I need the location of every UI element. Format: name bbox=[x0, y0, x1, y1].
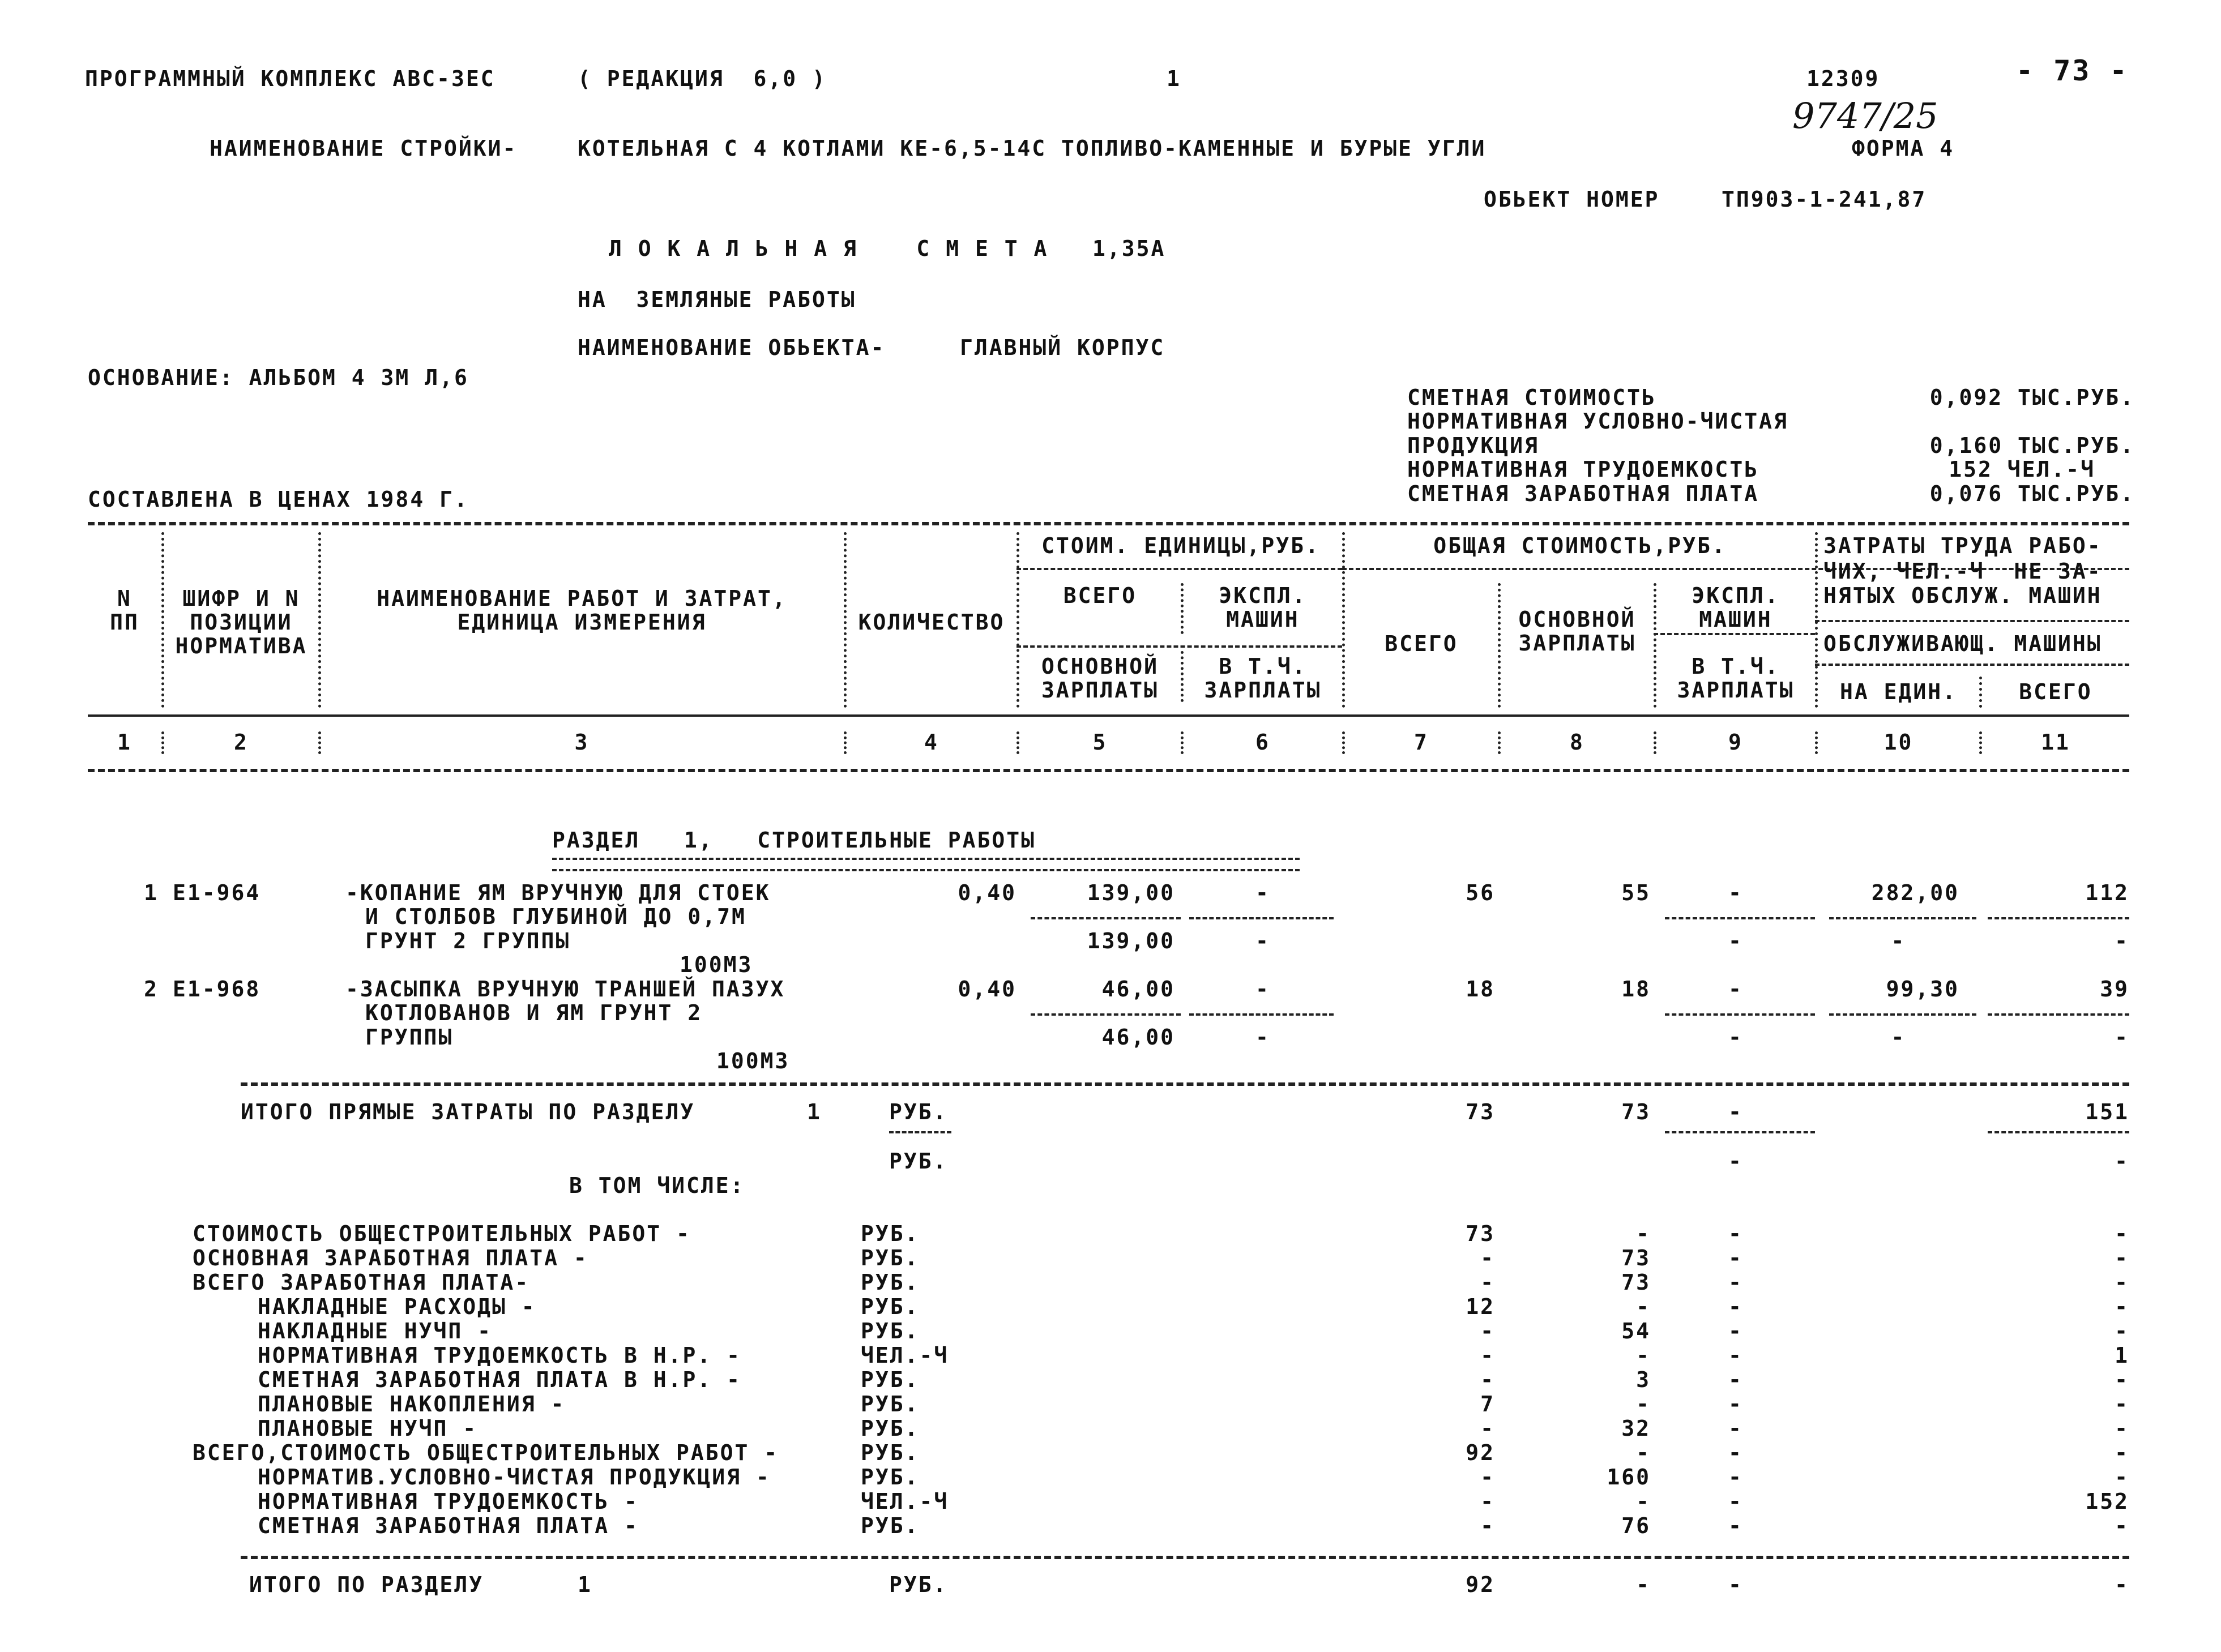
breakdown-unit: РУБ. bbox=[861, 1294, 920, 1319]
col-number: 2 bbox=[234, 730, 249, 755]
col-number: 6 bbox=[1255, 730, 1270, 755]
breakdown-c7: 7 bbox=[1480, 1392, 1495, 1416]
col-header-machine-wage: В Т.Ч. bbox=[1692, 654, 1780, 679]
summary-label: СМЕТНАЯ СТОИМОСТЬ bbox=[1407, 385, 1656, 410]
col-header-base-wage: ЗАРПЛАТЫ bbox=[1518, 631, 1636, 656]
breakdown-unit: РУБ. bbox=[861, 1367, 920, 1392]
section-underline bbox=[552, 858, 1300, 871]
breakdown-c8: 73 bbox=[1621, 1246, 1651, 1270]
breakdown-c7: - bbox=[1480, 1465, 1495, 1490]
column-divider bbox=[1016, 731, 1019, 754]
row-labor-total: 39 bbox=[2100, 977, 2129, 1002]
breakdown-c11: - bbox=[2115, 1465, 2129, 1490]
row-code: Е1-968 bbox=[173, 977, 261, 1002]
col-header-machines: ЭКСПЛ. bbox=[1692, 583, 1780, 608]
row-code: Е1-964 bbox=[173, 880, 261, 905]
column-divider bbox=[1498, 731, 1501, 754]
breakdown-c7: - bbox=[1480, 1367, 1495, 1392]
row-unit-total: 139,00 bbox=[1087, 880, 1175, 905]
breakdown-c11: - bbox=[2115, 1270, 2129, 1295]
col-header-code: НОРМАТИВА bbox=[175, 634, 307, 658]
row-unit-total: 46,00 bbox=[1101, 977, 1175, 1002]
cell-rule bbox=[1665, 1131, 1815, 1133]
breakdown-c7: - bbox=[1480, 1246, 1495, 1270]
section-total-wage: - bbox=[1636, 1572, 1651, 1597]
column-divider bbox=[844, 731, 847, 754]
including-label: В ТОМ ЧИСЛЕ: bbox=[569, 1173, 745, 1198]
direct-total-unit: РУБ. bbox=[889, 1149, 948, 1174]
document-code: 12309 bbox=[1806, 66, 1880, 91]
row-unit-machines: - bbox=[1255, 977, 1270, 1002]
breakdown-c11: - bbox=[2115, 1392, 2129, 1416]
breakdown-unit: РУБ. bbox=[861, 1319, 920, 1343]
breakdown-c8: 3 bbox=[1636, 1367, 1651, 1392]
breakdown-c9: - bbox=[1728, 1367, 1743, 1392]
col-group-labor: ЗАТРАТЫ ТРУДА РАБО- bbox=[1823, 533, 2102, 558]
breakdown-c9: - bbox=[1728, 1392, 1743, 1416]
object-label: ОБЬЕКТ НОМЕР bbox=[1484, 187, 1660, 212]
col-group-labor: ЧИХ, ЧЕЛ.-Ч НЕ ЗА- bbox=[1823, 559, 2102, 584]
cell-rule bbox=[889, 1131, 951, 1133]
column-divider bbox=[1654, 731, 1656, 754]
col-header-machines: МАШИН bbox=[1699, 607, 1772, 632]
col-number: 7 bbox=[1414, 730, 1429, 755]
object-number: ТП903-1-241,87 bbox=[1722, 187, 1927, 212]
column-divider bbox=[161, 731, 164, 754]
col-header-unit-machines: ЭКСПЛ. bbox=[1219, 583, 1307, 608]
direct-total-section: 1 bbox=[807, 1099, 822, 1124]
row-labor-total: 112 bbox=[2085, 880, 2129, 905]
col-number: 1 bbox=[117, 730, 132, 755]
col-number: 3 bbox=[574, 730, 590, 755]
breakdown-c7: - bbox=[1480, 1513, 1495, 1538]
cell-rule bbox=[1829, 1013, 1976, 1016]
row-base-wage: 18 bbox=[1621, 977, 1651, 1002]
cell-rule bbox=[1665, 1013, 1815, 1016]
row-name: ГРУНТ 2 ГРУППЫ bbox=[365, 928, 571, 953]
row-labor-unit: 99,30 bbox=[1886, 977, 1959, 1002]
column-divider bbox=[1342, 731, 1345, 754]
breakdown-label: СМЕТНАЯ ЗАРАБОТНАЯ ПЛАТА В Н.Р. - bbox=[258, 1367, 741, 1392]
col-number: 11 bbox=[2041, 730, 2070, 755]
edition: ( РЕДАКЦИЯ 6,0 ) bbox=[578, 66, 827, 91]
row-name: ГРУППЫ bbox=[365, 1025, 454, 1050]
col-header-unit-machine-wage: ЗАРПЛАТЫ bbox=[1204, 678, 1322, 703]
breakdown-c8: 73 bbox=[1621, 1270, 1651, 1295]
section-total-unit: РУБ. bbox=[889, 1572, 948, 1597]
breakdown-label: ПЛАНОВЫЕ НАКОПЛЕНИЯ - bbox=[258, 1392, 566, 1416]
summary-label: НОРМАТИВНАЯ ТРУДОЕМКОСТЬ bbox=[1407, 457, 1759, 482]
breakdown-c9: - bbox=[1728, 1489, 1743, 1514]
direct-total-amount: 73 bbox=[1466, 1099, 1495, 1124]
construction-label: НАИМЕНОВАНИЕ СТРОЙКИ- bbox=[210, 136, 518, 161]
row-machine-wage: - bbox=[1728, 1025, 1743, 1050]
breakdown-c7: - bbox=[1480, 1319, 1495, 1343]
col-number: 4 bbox=[924, 730, 939, 755]
header-rule bbox=[1815, 664, 2129, 666]
breakdown-label: НОРМАТИВНАЯ ТРУДОЕМКОСТЬ - bbox=[258, 1489, 639, 1514]
row-unit-wage: 139,00 bbox=[1087, 928, 1175, 953]
breakdown-label: ВСЕГО ЗАРАБОТНАЯ ПЛАТА- bbox=[193, 1270, 530, 1295]
col-header-code: ПОЗИЦИИ bbox=[190, 610, 293, 635]
sheet-number: 1 bbox=[1167, 66, 1181, 91]
cell-rule bbox=[1031, 917, 1181, 919]
section-total-amount: 92 bbox=[1466, 1572, 1495, 1597]
col-number: 9 bbox=[1728, 730, 1743, 755]
breakdown-label: НАКЛАДНЫЕ РАСХОДЫ - bbox=[258, 1294, 536, 1319]
col-header-base-wage: ОСНОВНОЙ bbox=[1518, 607, 1636, 632]
breakdown-label: НОРМАТИВ.УСЛОВНО-ЧИСТАЯ ПРОДУКЦИЯ - bbox=[258, 1465, 771, 1490]
section-title: РАЗДЕЛ 1, СТРОИТЕЛЬНЫЕ РАБОТЫ bbox=[552, 828, 1036, 853]
breakdown-c8: - bbox=[1636, 1221, 1651, 1246]
col-header-labor-unit: НА ЕДИН. bbox=[1839, 679, 1958, 704]
breakdown-c7: 92 bbox=[1466, 1440, 1495, 1465]
breakdown-c8: 160 bbox=[1607, 1465, 1651, 1490]
row-number: 2 bbox=[144, 977, 159, 1002]
breakdown-unit: ЧЕЛ.-Ч bbox=[861, 1489, 949, 1514]
breakdown-c8: - bbox=[1636, 1440, 1651, 1465]
breakdown-label: НАКЛАДНЫЕ НУЧП - bbox=[258, 1319, 493, 1343]
row-unit-machine-wage: - bbox=[1255, 928, 1270, 953]
section-total-label: ИТОГО ПО РАЗДЕЛУ bbox=[249, 1572, 484, 1597]
section-total-labor: - bbox=[2115, 1572, 2129, 1597]
breakdown-c8: - bbox=[1636, 1294, 1651, 1319]
cell-rule bbox=[1189, 917, 1334, 919]
breakdown-c8: 54 bbox=[1621, 1319, 1651, 1343]
row-name: И СТОЛБОВ ГЛУБИНОЙ ДО 0,7М bbox=[365, 904, 746, 929]
col-header-name: НАИМЕНОВАНИЕ РАБОТ И ЗАТРАТ, bbox=[377, 586, 787, 611]
price-level: СОСТАВЛЕНА В ЦЕНАХ 1984 Г. bbox=[88, 487, 469, 512]
direct-total-unit: РУБ. bbox=[889, 1099, 948, 1124]
cell-rule bbox=[1189, 1013, 1334, 1016]
row-unit-machines: - bbox=[1255, 880, 1270, 905]
breakdown-label: ПЛАНОВЫЕ НУЧП - bbox=[258, 1416, 478, 1441]
breakdown-label: ОСНОВНАЯ ЗАРАБОТНАЯ ПЛАТА - bbox=[193, 1246, 588, 1270]
col-header-quantity: КОЛИЧЕСТВО bbox=[858, 610, 1005, 635]
col-header-n: ПП bbox=[110, 610, 139, 635]
header-rule bbox=[1016, 645, 1342, 648]
breakdown-c8: - bbox=[1636, 1392, 1651, 1416]
program-name: ПРОГРАММНЫЙ КОМПЛЕКС АВС-3ЕС bbox=[85, 66, 496, 91]
breakdown-c9: - bbox=[1728, 1221, 1743, 1246]
row-machines: - bbox=[1728, 977, 1743, 1002]
col-number: 10 bbox=[1883, 730, 1914, 755]
row-labor-unit: 282,00 bbox=[1871, 880, 1959, 905]
breakdown-unit: РУБ. bbox=[861, 1246, 920, 1270]
column-divider bbox=[1815, 731, 1818, 754]
row-unit-wage: 46,00 bbox=[1101, 1025, 1175, 1050]
row-quantity: 0,40 bbox=[958, 977, 1016, 1002]
header-rule bbox=[1016, 568, 1342, 570]
col-header-unit-total: ВСЕГО bbox=[1063, 583, 1137, 608]
header-rule bbox=[88, 714, 2129, 717]
breakdown-c9: - bbox=[1728, 1270, 1743, 1295]
page-number: - 73 - bbox=[2016, 54, 2129, 87]
col-group-total-cost: ОБЩАЯ СТОИМОСТЬ,РУБ. bbox=[1433, 533, 1727, 558]
direct-total-machines: - bbox=[1728, 1149, 1743, 1174]
row-name: КОТЛОВАНОВ И ЯМ ГРУНТ 2 bbox=[365, 1000, 703, 1025]
breakdown-c9: - bbox=[1728, 1246, 1743, 1270]
col-group-unit-cost: СТОИМ. ЕДИНИЦЫ,РУБ. bbox=[1041, 533, 1320, 558]
breakdown-unit: РУБ. bbox=[861, 1416, 920, 1441]
cell-rule bbox=[1988, 917, 2129, 919]
breakdown-c11: 152 bbox=[2085, 1489, 2129, 1514]
construction-name: КОТЕЛЬНАЯ С 4 КОТЛАМИ КЕ-6,5-14С ТОПЛИВО-КАМЕННЫЕ И БУРЫЕ УГЛИ bbox=[578, 136, 1487, 161]
breakdown-unit: РУБ. bbox=[861, 1513, 920, 1538]
breakdown-c11: - bbox=[2115, 1221, 2129, 1246]
breakdown-c8: 32 bbox=[1621, 1416, 1651, 1441]
totals-top-rule bbox=[241, 1082, 2129, 1086]
breakdown-label: НОРМАТИВНАЯ ТРУДОЕМКОСТЬ В Н.Р. - bbox=[258, 1343, 741, 1368]
breakdown-c7: - bbox=[1480, 1489, 1495, 1514]
row-number: 1 bbox=[144, 880, 159, 905]
column-divider bbox=[318, 731, 321, 754]
header-rule bbox=[1654, 633, 1815, 635]
cell-rule bbox=[1829, 917, 1976, 919]
section-total-number: 1 bbox=[578, 1572, 592, 1597]
breakdown-c8: - bbox=[1636, 1343, 1651, 1368]
breakdown-c7: 12 bbox=[1466, 1294, 1495, 1319]
handwritten-number: 9747/25 bbox=[1792, 95, 1938, 136]
form-number: ФОРМА 4 bbox=[1852, 136, 1955, 161]
direct-total-wage: 73 bbox=[1621, 1099, 1651, 1124]
breakdown-c11: - bbox=[2115, 1416, 2129, 1441]
row-unit-machine-wage: - bbox=[1255, 1025, 1270, 1050]
breakdown-label: СМЕТНАЯ ЗАРАБОТНАЯ ПЛАТА - bbox=[258, 1513, 639, 1538]
works-type: НА ЗЕМЛЯНЫЕ РАБОТЫ bbox=[578, 287, 856, 312]
breakdown-c11: - bbox=[2115, 1319, 2129, 1343]
column-divider bbox=[1181, 731, 1184, 754]
breakdown-c11: - bbox=[2115, 1294, 2129, 1319]
document-title: Л О К А Л Ь Н А Я С М Е Т А 1,35А bbox=[609, 236, 1166, 261]
col-header-machine-wage: ЗАРПЛАТЫ bbox=[1677, 678, 1795, 703]
cell-rule bbox=[1031, 1013, 1181, 1016]
section-total-machines: - bbox=[1728, 1572, 1743, 1597]
col-header-n: N bbox=[117, 586, 132, 611]
breakdown-unit: РУБ. bbox=[861, 1440, 920, 1465]
breakdown-unit: РУБ. bbox=[861, 1392, 920, 1416]
breakdown-label: ВСЕГО,СТОИМОСТЬ ОБЩЕСТРОИТЕЛЬНЫХ РАБОТ - bbox=[193, 1440, 779, 1465]
row-name: -КОПАНИЕ ЯМ ВРУЧНУЮ ДЛЯ СТОЕК bbox=[345, 880, 771, 905]
breakdown-c9: - bbox=[1728, 1416, 1743, 1441]
row-quantity: 0,40 bbox=[958, 880, 1016, 905]
direct-total-machines: - bbox=[1728, 1099, 1743, 1124]
col-group-labor: НЯТЫХ ОБСЛУЖ. МАШИН bbox=[1823, 583, 2102, 608]
column-divider bbox=[1979, 731, 1982, 754]
breakdown-unit: РУБ. bbox=[861, 1221, 920, 1246]
object-name: ГЛАВНЫЙ КОРПУС bbox=[960, 335, 1165, 360]
object-name-label: НАИМЕНОВАНИЕ ОБЬЕКТА- bbox=[578, 335, 886, 360]
breakdown-c7: 73 bbox=[1466, 1221, 1495, 1246]
header-top-rule bbox=[88, 522, 2129, 525]
breakdown-c8: - bbox=[1636, 1489, 1651, 1514]
breakdown-c8: 76 bbox=[1621, 1513, 1651, 1538]
col-number: 8 bbox=[1570, 730, 1584, 755]
col-header-name: ЕДИНИЦА ИЗМЕРЕНИЯ bbox=[457, 610, 707, 635]
row-name: -ЗАСЫПКА ВРУЧНУЮ ТРАНШЕЙ ПАЗУХ bbox=[345, 977, 785, 1002]
col-group-labor-machines: ОБСЛУЖИВАЮЩ. МАШИНЫ bbox=[1823, 631, 2102, 656]
row-labor-total-sub: - bbox=[2115, 1025, 2129, 1050]
breakdown-c11: - bbox=[2115, 1513, 2129, 1538]
col-header-unit-machine-wage: В Т.Ч. bbox=[1219, 654, 1307, 679]
row-machines: - bbox=[1728, 880, 1743, 905]
direct-total-labor: 151 bbox=[2085, 1099, 2129, 1124]
breakdown-c9: - bbox=[1728, 1319, 1743, 1343]
header-rule bbox=[1815, 620, 2129, 622]
direct-total-labor: - bbox=[2115, 1149, 2129, 1174]
breakdown-c7: - bbox=[1480, 1270, 1495, 1295]
direct-total-label: ИТОГО ПРЯМЫЕ ЗАТРАТЫ ПО РАЗДЕЛУ bbox=[241, 1099, 695, 1124]
row-machine-wage: - bbox=[1728, 928, 1743, 953]
breakdown-c11: - bbox=[2115, 1440, 2129, 1465]
breakdown-c9: - bbox=[1728, 1294, 1743, 1319]
breakdown-c9: - bbox=[1728, 1513, 1743, 1538]
col-header-labor-total: ВСЕГО bbox=[2019, 679, 2092, 704]
row-unit: 100М3 bbox=[680, 952, 753, 977]
breakdown-unit: РУБ. bbox=[861, 1270, 920, 1295]
breakdown-c9: - bbox=[1728, 1343, 1743, 1368]
basis: ОСНОВАНИЕ: АЛЬБОМ 4 ЗМ Л,6 bbox=[88, 365, 469, 390]
breakdown-c11: - bbox=[2115, 1246, 2129, 1270]
cell-rule bbox=[1988, 1131, 2129, 1133]
summary-label: ПРОДУКЦИЯ bbox=[1407, 433, 1539, 458]
breakdown-c11: 1 bbox=[2115, 1343, 2129, 1368]
summary-label: НОРМАТИВНАЯ УСЛОВНО-ЧИСТАЯ bbox=[1407, 409, 1788, 434]
col-header-unit-wage: ОСНОВНОЙ bbox=[1041, 654, 1159, 679]
col-number: 5 bbox=[1092, 730, 1108, 755]
summary-value: 0,160 ТЫС.РУБ. bbox=[1929, 433, 2135, 458]
section-total-rule bbox=[241, 1556, 2129, 1559]
summary-value: 0,076 ТЫС.РУБ. bbox=[1929, 481, 2135, 506]
column-divider bbox=[1342, 532, 1345, 708]
summary-value: 0,092 ТЫС.РУБ. bbox=[1929, 385, 2135, 410]
breakdown-c7: - bbox=[1480, 1343, 1495, 1368]
header-bottom-rule bbox=[88, 769, 2129, 772]
breakdown-c11: - bbox=[2115, 1367, 2129, 1392]
breakdown-c7: - bbox=[1480, 1416, 1495, 1441]
breakdown-unit: РУБ. bbox=[861, 1465, 920, 1490]
breakdown-label: СТОИМОСТЬ ОБЩЕСТРОИТЕЛЬНЫХ РАБОТ - bbox=[193, 1221, 691, 1246]
col-header-code: ШИФР И N bbox=[182, 586, 300, 611]
col-header-unit-machines: МАШИН bbox=[1226, 607, 1300, 632]
cell-rule bbox=[1988, 1013, 2129, 1016]
col-header-total: ВСЕГО bbox=[1385, 631, 1458, 656]
row-total: 56 bbox=[1466, 880, 1495, 905]
summary-value: 152 ЧЕЛ.-Ч bbox=[1949, 457, 2095, 482]
breakdown-c9: - bbox=[1728, 1440, 1743, 1465]
summary-label: СМЕТНАЯ ЗАРАБОТНАЯ ПЛАТА bbox=[1407, 481, 1759, 506]
row-total: 18 bbox=[1466, 977, 1495, 1002]
row-base-wage: 55 bbox=[1621, 880, 1651, 905]
breakdown-unit: ЧЕЛ.-Ч bbox=[861, 1343, 949, 1368]
row-labor-total-sub: - bbox=[2115, 928, 2129, 953]
row-labor-unit-sub: - bbox=[1891, 928, 1906, 953]
col-header-unit-wage: ЗАРПЛАТЫ bbox=[1041, 678, 1159, 703]
cell-rule bbox=[1665, 917, 1815, 919]
row-labor-unit-sub: - bbox=[1891, 1025, 1906, 1050]
breakdown-c9: - bbox=[1728, 1465, 1743, 1490]
row-unit: 100М3 bbox=[716, 1048, 790, 1073]
